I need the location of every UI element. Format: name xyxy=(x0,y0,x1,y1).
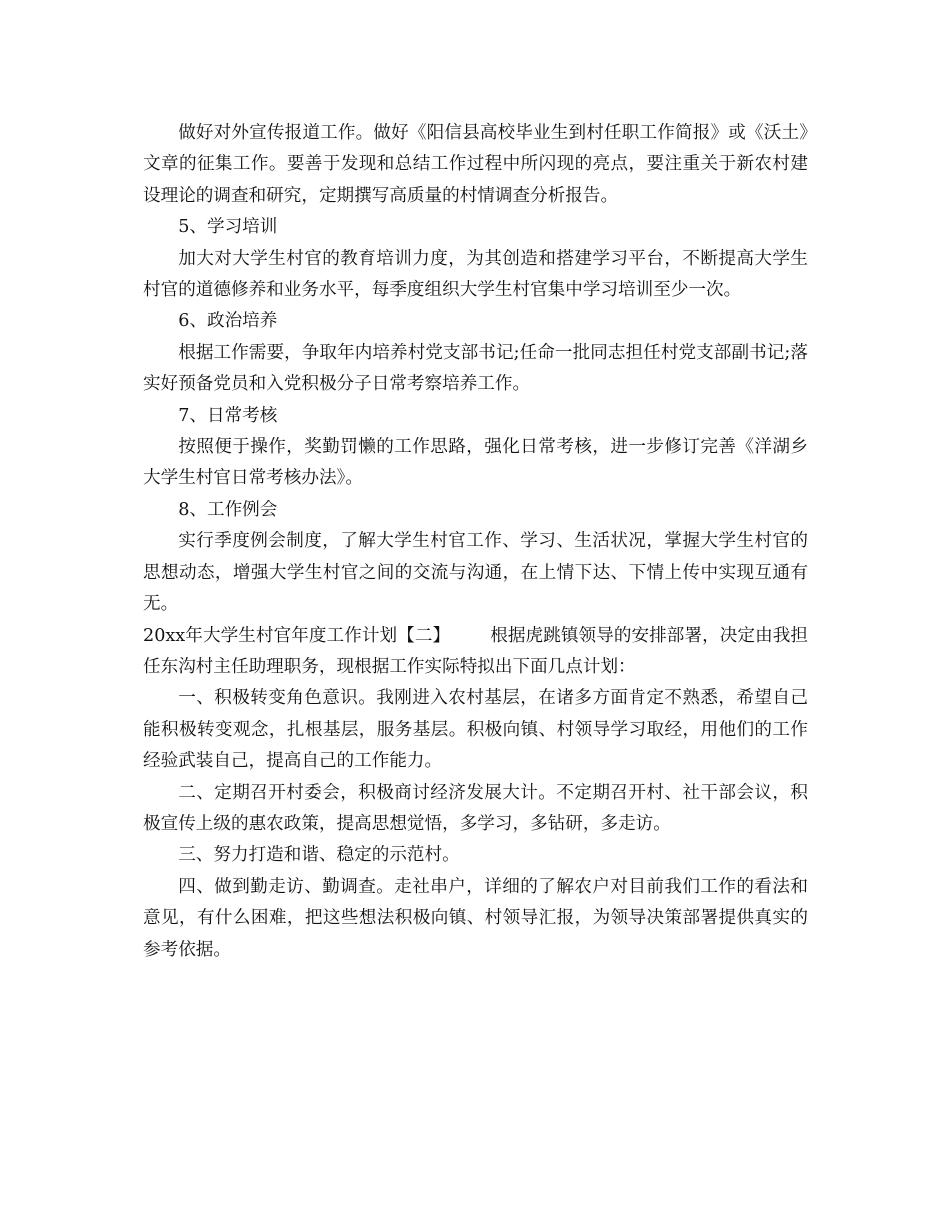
section-two-paragraph xyxy=(143,621,808,684)
paragraph-publicity: 做好对外宣传报道工作。做好《阳信县高校毕业生到村任职工作简报》或《沃土》文章的征集工作。要善于发现和总结工作过程中所闪现的亮点，要注重关于新农村建设理论的调查和研究，定期撰写高质量的村情调查分析报告。 xyxy=(143,123,808,206)
heading-study-training: 5、学习培训 xyxy=(178,217,278,238)
paragraph-daily-assessment: 按照便于操作，奖勤罚懒的工作思路，强化日常考核，进一步修订完善《洋湖乡大学生村官日常考核办法》。 xyxy=(143,437,808,489)
plan-item-visits-surveys: 四、做到勤走访、勤调查。走社串户，详细的了解农户对目前我们工作的看法和意见，有什么困难，把这些想法积极向镇、村领导汇报，为领导决策部署提供真实的参考依据。 xyxy=(143,876,808,960)
paragraph-political-cultivation: 根据工作需要，争取年内培养村党支部书记;任命一批同志担任村党支部副书记;落实好预备党员和入党积极分子日常考察培养工作。 xyxy=(143,342,808,395)
heading-political-cultivation: 6、政治培养 xyxy=(178,311,278,332)
plan-item-village-meetings: 二、定期召开村委会，积极商讨经济发展大计。不定期召开村、社干部会议，积极宣传上级的惠农政策，提高思想觉悟，多学习，多钻研，多走访。 xyxy=(143,782,808,834)
section-title: 20xx年大学生村官年度工作计划【二】 xyxy=(143,625,451,646)
paragraph-work-meeting: 实行季度例会制度，了解大学生村官工作、学习、生活状况，掌握大学生村官的思想动态，增强大学生村官之间的交流与沟通，在上情下达、下情上传中实现互通有无。 xyxy=(143,531,808,615)
plan-item-model-village: 三、努力打造和谐、稳定的示范村。 xyxy=(178,845,460,866)
heading-work-meeting: 8、工作例会 xyxy=(178,499,278,520)
section-intro: 根据虎跳镇领导的安排部署，决定由我担任东沟村主任助理职务，现根据工作实际特拟出下面几点计划： xyxy=(143,625,808,677)
paragraph-study-training: 加大对大学生村官的教育培训力度，为其创造和搭建学习平台，不断提高大学生村官的道德修养和业务水平，每季度组织大学生村官集中学习培训至少一次。 xyxy=(143,248,808,301)
plan-item-role-awareness: 一、积极转变角色意识。我刚进入农村基层，在诸多方面肯定不熟悉，希望自己能积极转变观念，扎根基层，服务基层。积极向镇、村领导学习取经，用他们的工作经验武装自己，提高自己的工作能力。 xyxy=(143,688,808,772)
document-body xyxy=(143,118,808,966)
heading-daily-assessment: 7、日常考核 xyxy=(178,405,278,426)
